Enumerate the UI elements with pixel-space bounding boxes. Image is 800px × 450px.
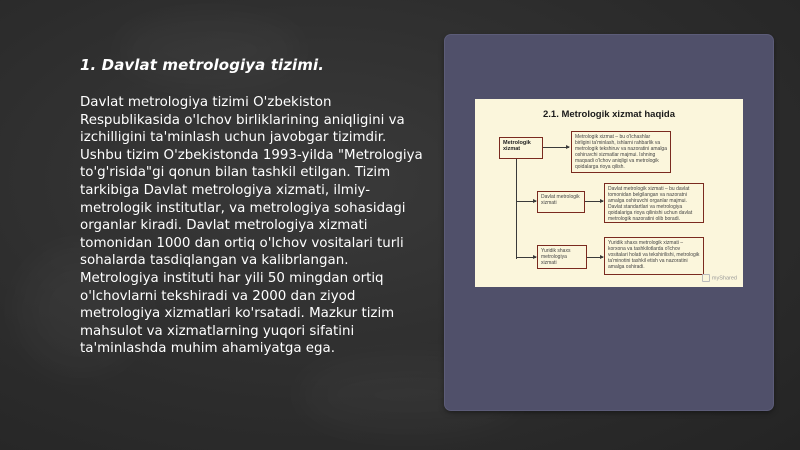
watermark <box>702 274 737 282</box>
root-box: Metrologik xizmat <box>499 137 543 159</box>
watermark-text: myShared <box>711 275 737 282</box>
embedded-slide-title: 2.1. Metrologik xizmat haqida <box>543 109 675 120</box>
branch1-description-box: Davlat metrologik xizmati – bu davlat tomonidan belgilangan va nazoratni amalga oshiruvchi organlar majmui. Davlat standartlari va metrologiya qoidalariga rioya qilinishi uchun davlat metrologik nazoratini olib boradi. <box>604 183 704 223</box>
slide-title: 1. Davlat metrologiya tizimi. <box>80 56 325 74</box>
image-card <box>445 35 773 410</box>
branch1-label-box: Davlat metrologik xizmati <box>537 191 585 213</box>
connector-arrow <box>566 145 570 149</box>
branch2-label-box: Yuridik shaxs metrologiya xizmati <box>537 245 587 269</box>
slide-paragraph: Davlat metrologiya tizimi O'zbekiston Respublikasida o'lchov birliklarining aniqligini va izchilligini ta'minlash uchun javobgar tizimdir. Ushbu tizim O'zbekistonda 1993-yilda "Metrologiya to'g'risida"gi qonun bilan tashkil etilgan. Tizim tarkibiga Davlat metrologiya xizmati, ilmiy-metrologik institutlar, va metrologiya sohasidagi organlar kiradi. Davlat metrologiya xizmati tomonidan 1000 dan ortiq o'lchov vositalari turli sohalarda tasdiqlangan va kalibrlangan. Metrologiya instituti har yili 50 mingdan ortiq o'lchovlarni tekshiradi va 2000 dan ziyod metrologiya xizmatlari ko'rsatadi. Mazkur tizim mahsulot va xizmatlarning yuqori sifatini ta'minlashda muhim ahamiyatga ega. <box>80 95 423 357</box>
connector-line <box>516 159 517 259</box>
top-description-box: Metrologik xizmat – bu o'lchashlar birligini ta'minlash, ishlarni rahbarlik va metrologik tekshiruv va nazoratini amalga oshiruvchi xizmatlar majmui. Ishning maqsadi o'lchov aniqligi va metrologik qoidalarga rioya qilish. <box>571 131 671 173</box>
branch2-description-box: Yuridik shaxs metrologik xizmati – korxona va tashkilotlarda o'lchov vositalari holati va tekshirilishi, metrologik ta'minotini tashkil etish va nazoratini amalga oshiradi. <box>604 237 704 275</box>
embedded-slide-image <box>475 99 743 287</box>
watermark-icon <box>702 274 710 282</box>
